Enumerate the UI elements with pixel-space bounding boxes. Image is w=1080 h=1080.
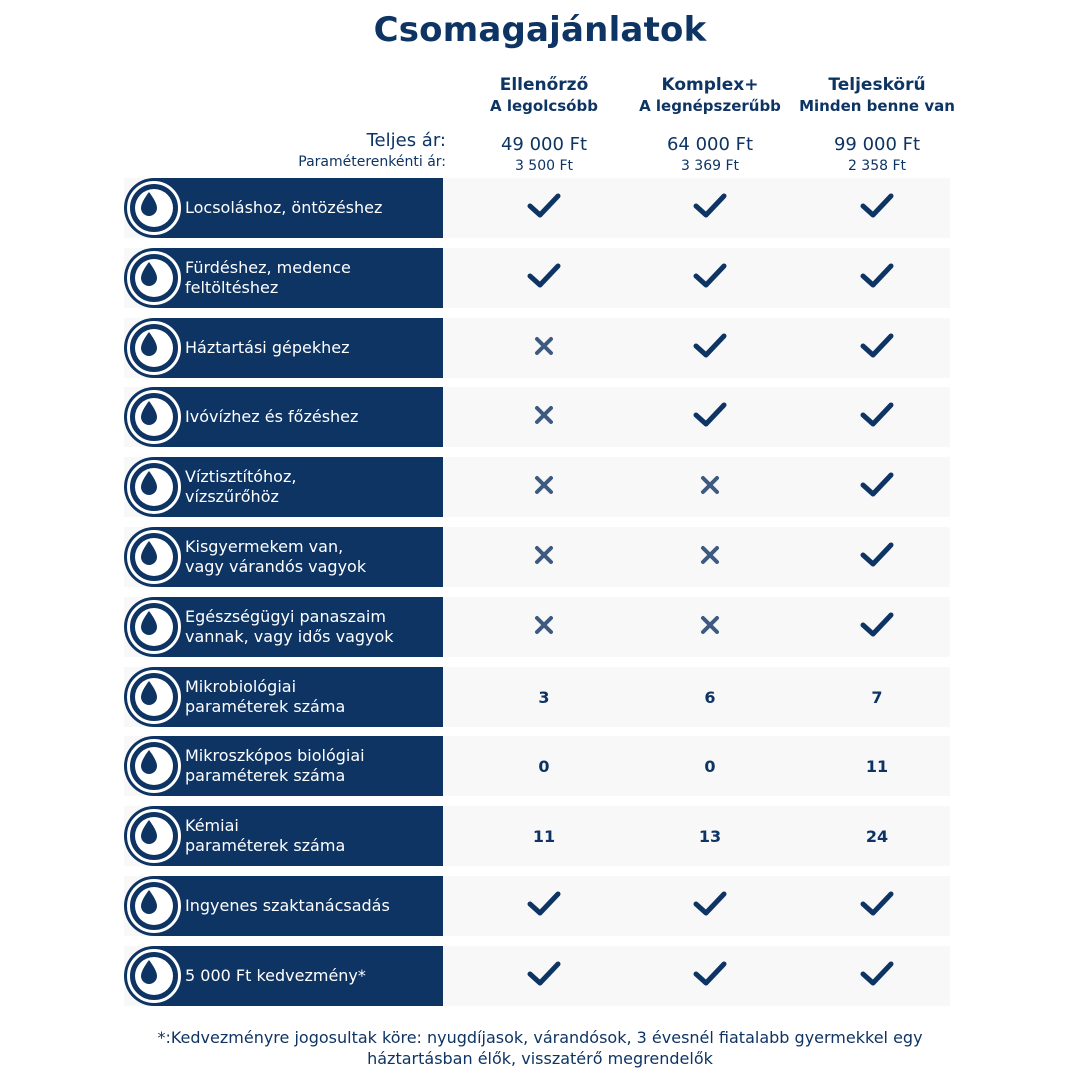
row-label-box [124, 876, 443, 936]
row-label: Ingyenes szaktanácsadás [185, 896, 390, 915]
total-price: 64 000 Ft [666, 134, 754, 155]
page-title: Csomagajánlatok [373, 10, 707, 50]
check-icon [860, 611, 894, 643]
check-icon [693, 262, 727, 294]
package-header [620, 74, 800, 116]
table-cell [454, 457, 634, 517]
parameter-count: 11 [532, 826, 556, 846]
table-cell [787, 876, 967, 936]
row-label-box [124, 946, 443, 1006]
table-cell [620, 946, 800, 1006]
table-row [124, 178, 950, 238]
table-cell [454, 806, 634, 866]
table-cell [454, 178, 634, 238]
package-header [787, 74, 967, 116]
table-cell [620, 457, 800, 517]
parameter-count: 7 [871, 687, 883, 707]
check-icon [860, 192, 894, 224]
water-drop-icon [127, 600, 181, 654]
water-drop-icon [127, 739, 181, 793]
table-cell [620, 318, 800, 378]
cross-icon [700, 475, 720, 499]
package-name: Ellenőrző [499, 75, 589, 95]
table-cell [454, 248, 634, 308]
check-icon [860, 471, 894, 503]
per-param-price-label: Paraméterenkénti ár: [298, 154, 446, 170]
row-label-box [124, 667, 443, 727]
footnote [0, 1027, 1080, 1069]
water-drop-icon [127, 251, 181, 305]
total-price: 99 000 Ft [833, 134, 921, 155]
row-label-box [124, 387, 443, 447]
row-label: Kémiai paraméterek száma [185, 816, 346, 855]
table-cell [454, 876, 634, 936]
table-cell [620, 597, 800, 657]
cross-icon [700, 545, 720, 569]
cross-icon [534, 545, 554, 569]
check-icon [527, 262, 561, 294]
table-cell [454, 597, 634, 657]
footnote-line-2: háztartásban élők, visszatérő megrendelők [367, 1049, 713, 1068]
package-header [454, 74, 634, 116]
table-cell [787, 667, 967, 727]
package-tagline: Minden benne van [799, 97, 955, 115]
per-param-price: 3 500 Ft [514, 158, 574, 174]
table-cell [787, 318, 967, 378]
table-cell [787, 736, 967, 796]
check-icon [860, 332, 894, 364]
water-drop-icon [127, 530, 181, 584]
parameter-count: 0 [538, 756, 550, 776]
table-row [124, 387, 950, 447]
row-label: Mikroszkópos biológiai paraméterek száma [185, 746, 365, 785]
table-cell [620, 527, 800, 587]
row-label-box [124, 178, 443, 238]
table-cell [787, 946, 967, 1006]
row-label-box [124, 318, 443, 378]
table-cell [620, 806, 800, 866]
table-row [124, 667, 950, 727]
package-tagline: A legolcsóbb [490, 97, 598, 115]
table-cell [787, 527, 967, 587]
table-cell [454, 736, 634, 796]
table-cell [787, 178, 967, 238]
check-icon [860, 960, 894, 992]
table-cell [787, 248, 967, 308]
row-label: Egészségügyi panaszaim vannak, vagy idős vagyok [185, 607, 394, 646]
water-drop-icon [127, 321, 181, 375]
package-price [620, 134, 800, 176]
water-drop-icon [127, 460, 181, 514]
row-label: Locsoláshoz, öntözéshez [185, 198, 383, 217]
table-cell [454, 318, 634, 378]
row-label-box [124, 597, 443, 657]
water-drop-icon [127, 670, 181, 724]
check-icon [527, 192, 561, 224]
row-label-box [124, 736, 443, 796]
check-icon [860, 262, 894, 294]
check-icon [693, 890, 727, 922]
table-cell [620, 387, 800, 447]
table-row [124, 806, 950, 866]
table-row [124, 597, 950, 657]
table-cell [620, 248, 800, 308]
total-price-label: Teljes ár: [366, 130, 446, 151]
parameter-count: 6 [704, 687, 716, 707]
table-row [124, 876, 950, 936]
table-row [124, 736, 950, 796]
parameter-count: 3 [538, 687, 550, 707]
parameter-count: 13 [698, 826, 722, 846]
row-label-box [124, 527, 443, 587]
table-cell [787, 387, 967, 447]
check-icon [860, 890, 894, 922]
row-label: Fürdéshez, medence feltöltéshez [185, 258, 351, 297]
table-cell [620, 178, 800, 238]
row-label: Víztisztítóhoz, vízszűrőhöz [185, 467, 297, 506]
check-icon [527, 960, 561, 992]
table-row [124, 248, 950, 308]
water-drop-icon [127, 949, 181, 1003]
table-row [124, 527, 950, 587]
table-cell [787, 597, 967, 657]
package-price [454, 134, 634, 176]
cross-icon [700, 615, 720, 639]
footnote-line-1: *:Kedvezményre jogosultak köre: nyugdíjasok, várandósok, 3 évesnél fiatalabb gyermekkel egy [157, 1028, 923, 1047]
table-row [124, 946, 950, 1006]
cross-icon [534, 405, 554, 429]
package-tagline: A legnépszerűbb [639, 97, 781, 115]
row-label-box [124, 457, 443, 517]
row-label-box [124, 248, 443, 308]
package-name: Komplex+ [661, 75, 759, 95]
check-icon [527, 890, 561, 922]
parameter-count: 24 [865, 826, 889, 846]
check-icon [693, 401, 727, 433]
table-cell [454, 667, 634, 727]
table-cell [620, 876, 800, 936]
table-cell [620, 667, 800, 727]
row-label: Ivóvízhez és főzéshez [185, 407, 359, 426]
table-cell [787, 806, 967, 866]
row-label: Háztartási gépekhez [185, 338, 350, 357]
parameter-count: 0 [704, 756, 716, 776]
table-row [124, 318, 950, 378]
water-drop-icon [127, 879, 181, 933]
check-icon [693, 192, 727, 224]
table-cell [787, 457, 967, 517]
row-label-box [124, 806, 443, 866]
water-drop-icon [127, 181, 181, 235]
package-name: Teljeskörű [828, 75, 926, 95]
parameter-count: 11 [865, 756, 889, 776]
row-label: 5 000 Ft kedvezmény* [185, 966, 366, 985]
check-icon [860, 401, 894, 433]
table-cell [620, 736, 800, 796]
per-param-price: 3 369 Ft [680, 158, 740, 174]
package-price [787, 134, 967, 176]
water-drop-icon [127, 809, 181, 863]
cross-icon [534, 475, 554, 499]
check-icon [693, 960, 727, 992]
per-param-price: 2 358 Ft [847, 158, 907, 174]
check-icon [860, 541, 894, 573]
water-drop-icon [127, 390, 181, 444]
price-labels [200, 130, 446, 172]
table-cell [454, 387, 634, 447]
row-label: Kisgyermekem van, vagy várandós vagyok [185, 537, 367, 576]
cross-icon [534, 615, 554, 639]
table-cell [454, 527, 634, 587]
check-icon [693, 332, 727, 364]
total-price: 49 000 Ft [500, 134, 588, 155]
table-row [124, 457, 950, 517]
cross-icon [534, 336, 554, 360]
table-cell [454, 946, 634, 1006]
row-label: Mikrobiológiai paraméterek száma [185, 677, 346, 716]
